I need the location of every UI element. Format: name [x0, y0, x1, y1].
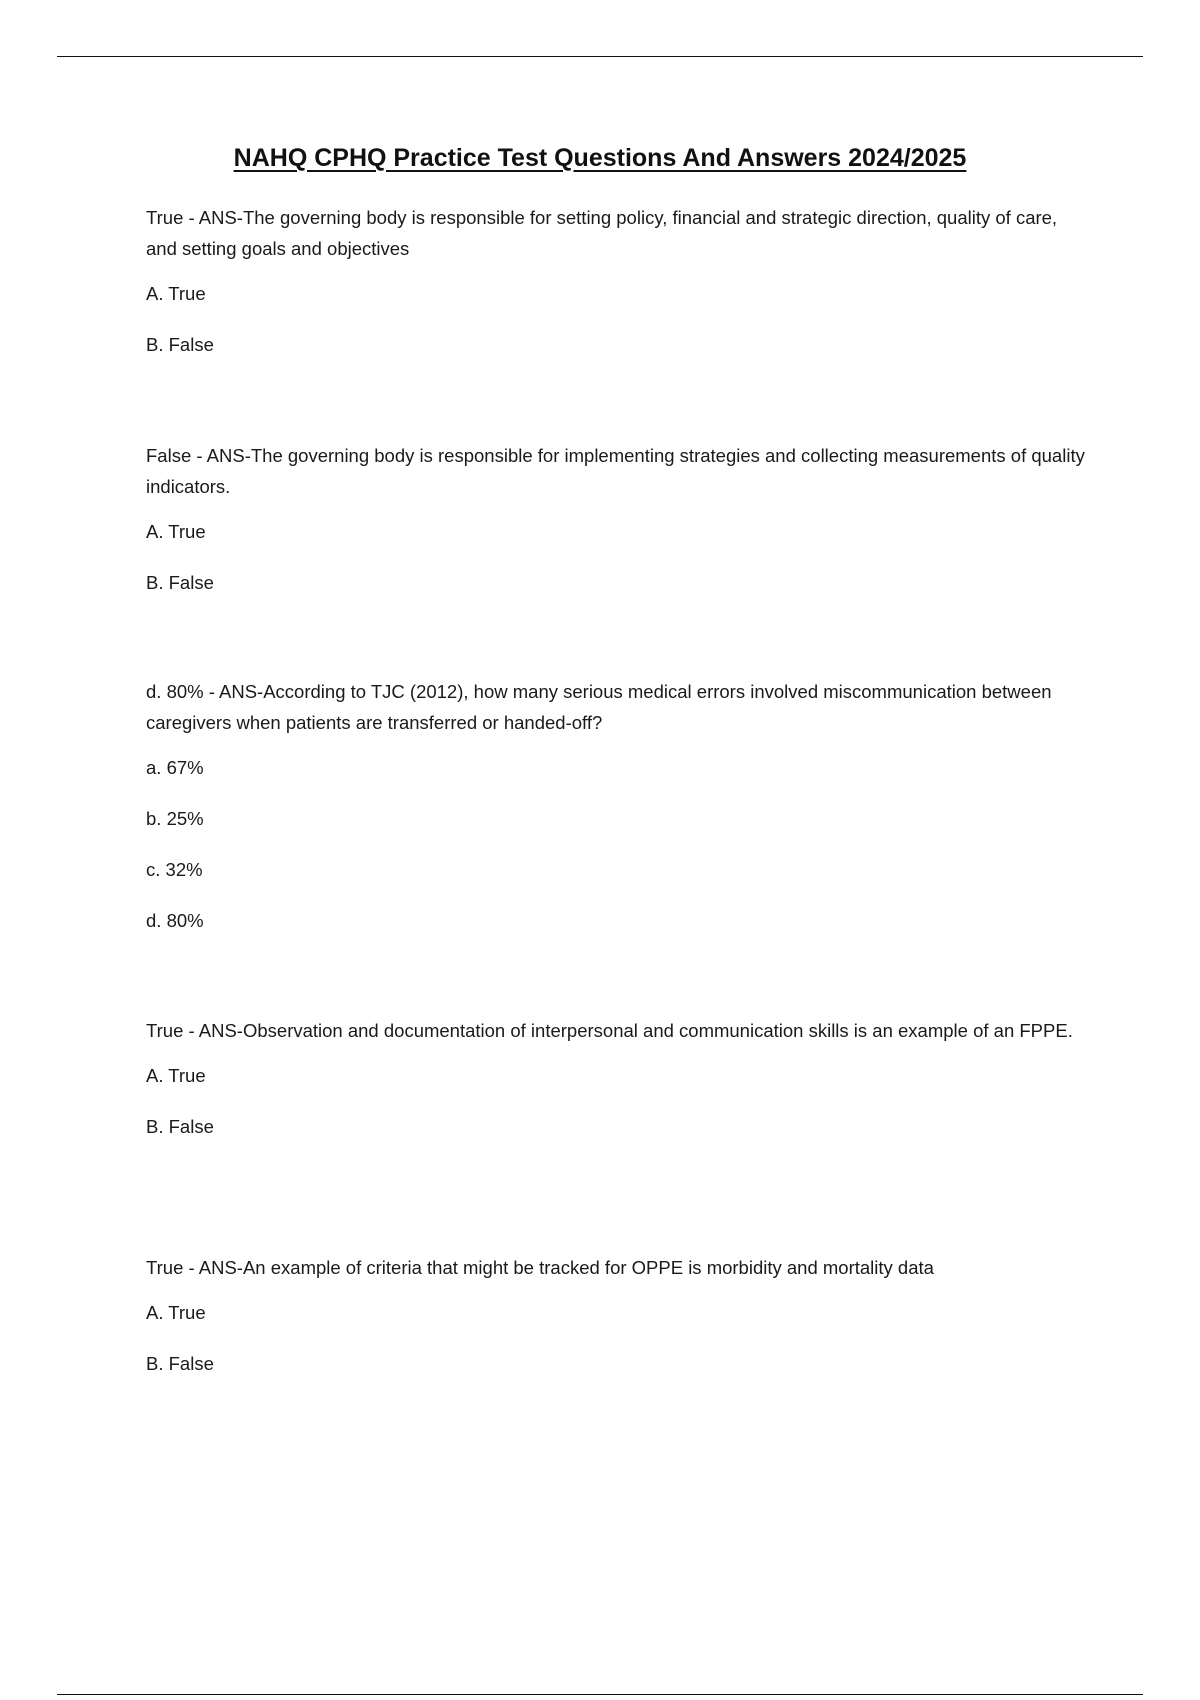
header-rule [57, 56, 1143, 57]
answer-option: A. True [146, 1302, 206, 1323]
question-block [146, 676, 1086, 933]
answer-option: b. 25% [146, 808, 204, 829]
answer-options [146, 756, 1086, 933]
answer-option: B. False [146, 572, 214, 593]
question-block [146, 440, 1086, 595]
answer-option: B. False [146, 1116, 214, 1137]
answer-option: A. True [146, 1065, 206, 1086]
question-block [146, 1015, 1086, 1139]
question-text: False - ANS-The governing body is responsible for implementing strategies and collecting measurements of quality indicators. [146, 445, 1085, 497]
answer-option: A. True [146, 283, 206, 304]
question-text: True - ANS-An example of criteria that might be tracked for OPPE is morbidity and mortality data [146, 1257, 934, 1278]
answer-option: a. 67% [146, 757, 204, 778]
answer-options [146, 1301, 1086, 1376]
footer-rule [57, 1694, 1143, 1695]
answer-option: c. 32% [146, 859, 203, 880]
question-block [146, 202, 1086, 357]
document-title: NAHQ CPHQ Practice Test Questions And Answers 2024/2025 [233, 144, 967, 172]
answer-options [146, 1064, 1086, 1139]
question-text: True - ANS-The governing body is responsible for setting policy, financial and strategic direction, quality of care, and setting goals and objectives [146, 207, 1058, 259]
question-text: True - ANS-Observation and documentation of interpersonal and communication skills is an example of an FPPE. [146, 1020, 1073, 1041]
question-block [146, 1252, 1086, 1376]
answer-option: d. 80% [146, 910, 204, 931]
answer-option: B. False [146, 1353, 214, 1374]
answer-option: B. False [146, 334, 214, 355]
answer-options [146, 282, 1086, 357]
question-text: d. 80% - ANS-According to TJC (2012), how many serious medical errors involved miscommunication between caregivers when patients are transferred or handed-off? [146, 681, 1052, 733]
answer-options [146, 520, 1086, 595]
answer-option: A. True [146, 521, 206, 542]
